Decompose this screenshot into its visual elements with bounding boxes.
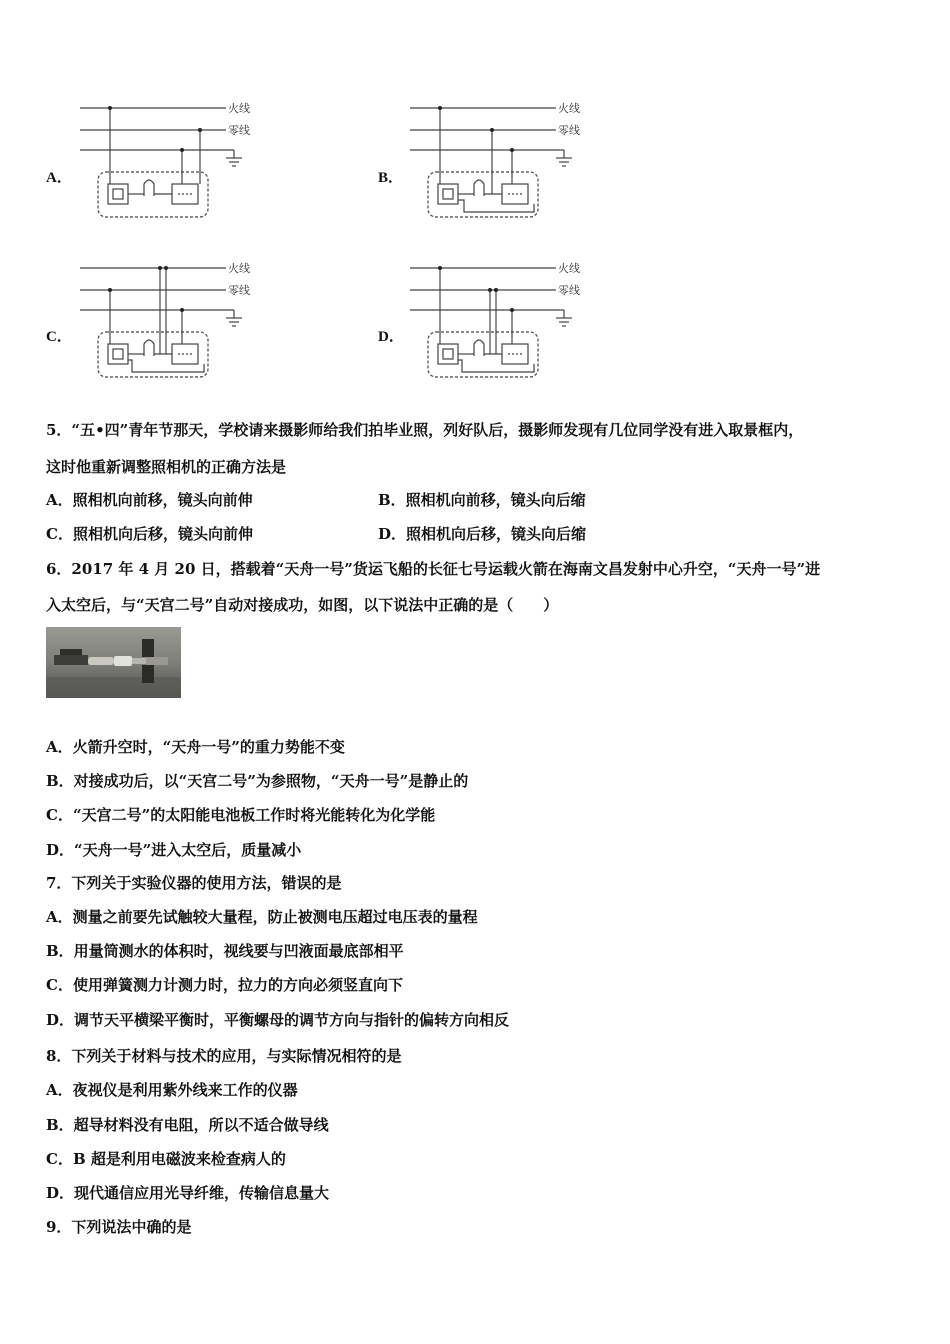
wire-neutral-label: 零线 xyxy=(228,124,250,137)
q8-stem: 8．下列关于材料与技术的应用，与实际情况相符的是 xyxy=(46,1047,402,1065)
q6-stem-line2: 入太空后，与“天宫二号”自动对接成功，如图，以下说法中正确的是（ ） xyxy=(46,596,559,614)
q7-stem: 7．下列关于实验仪器的使用方法，错误的是 xyxy=(46,874,342,892)
wire-live-label: 火线 xyxy=(228,102,250,115)
circuit-diagram-a xyxy=(76,96,276,226)
q8-option-b: B．超导材料没有电阻，所以不适合做导线 xyxy=(46,1116,329,1134)
q5-stem-line2: 这时他重新调整照相机的正确方法是 xyxy=(46,458,287,476)
q5-option-c: C．照相机向后移，镜头向前伸 xyxy=(46,525,253,543)
q5-option-b: B．照相机向前移，镜头向后缩 xyxy=(378,491,586,509)
option-b-label: B． xyxy=(378,170,404,186)
q6-option-a: A．火箭升空时，“天舟一号”的重力势能不变 xyxy=(46,738,345,756)
q6-option-b: B．对接成功后，以“天宫二号”为参照物，“天舟一号”是静止的 xyxy=(46,772,469,790)
option-d-label: D． xyxy=(378,329,404,345)
q6-option-d: D．“天舟一号”进入太空后，质量减小 xyxy=(46,841,302,859)
circuit-diagram-d xyxy=(406,256,606,386)
q7-option-a: A．测量之前要先试触较大量程，防止被测电压超过电压表的量程 xyxy=(46,908,478,926)
wire-neutral-label: 零线 xyxy=(228,284,250,297)
circuit-diagram-c xyxy=(76,256,276,386)
wire-live-label: 火线 xyxy=(558,102,580,115)
wire-live-label: 火线 xyxy=(558,262,580,275)
wire-neutral-label: 零线 xyxy=(558,284,580,297)
q5-option-a: A．照相机向前移，镜头向前伸 xyxy=(46,491,253,509)
q9-stem: 9．下列说法中确的是 xyxy=(46,1218,192,1236)
wire-live-label: 火线 xyxy=(228,262,250,275)
wire-neutral-label: 零线 xyxy=(558,124,580,137)
option-c-label: C． xyxy=(46,329,72,345)
q8-option-c: C．B 超是利用电磁波来检查病人的 xyxy=(46,1150,286,1168)
circuit-diagram-b xyxy=(406,96,606,226)
q5-stem-line1: 5．“五•四”青年节那天，学校请来摄影师给我们拍毕业照，列好队后，摄影师发现有几位同学没有进入取景框内， xyxy=(46,421,804,439)
q6-option-c: C．“天宫二号”的太阳能电池板工作时将光能转化为化学能 xyxy=(46,806,436,824)
q7-option-c: C．使用弹簧测力计测力时，拉力的方向必须竖直向下 xyxy=(46,976,403,994)
q8-option-a: A．夜视仪是利用紫外线来工作的仪器 xyxy=(46,1081,298,1099)
spacecraft-docking-photo xyxy=(46,627,181,698)
q7-option-d: D．调节天平横梁平衡时，平衡螺母的调节方向与指针的偏转方向相反 xyxy=(46,1011,510,1029)
option-a-label: A． xyxy=(46,170,72,186)
q5-option-d: D．照相机向后移，镜头向后缩 xyxy=(378,525,587,543)
q6-stem-line1: 6．2017 年 4 月 20 日，搭载着“天舟一号”货运飞船的长征七号运载火箭在海南文昌发射中心升空，“天舟一号”进 xyxy=(46,560,821,578)
q8-option-d: D．现代通信应用光导纤维，传输信息量大 xyxy=(46,1184,330,1202)
q7-option-b: B．用量筒测水的体积时，视线要与凹液面最底部相平 xyxy=(46,942,404,960)
